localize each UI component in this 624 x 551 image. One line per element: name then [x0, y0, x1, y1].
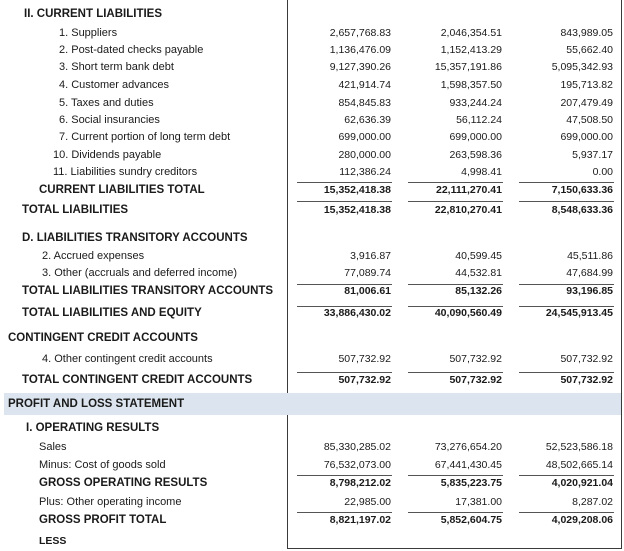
table-row [0, 456, 624, 474]
value-col1: 9,127,390.26 [329, 61, 391, 73]
value-col1: 854,845.83 [338, 97, 391, 109]
transitory-heading-row [0, 229, 624, 247]
row-label: LESS [39, 535, 67, 547]
value-col1: 15,352,418.38 [323, 204, 391, 216]
value-col3: 207,479.49 [560, 97, 613, 109]
value-col3: 4,029,208.06 [551, 514, 613, 526]
table-row [0, 41, 624, 59]
row-label: CURRENT LIABILITIES TOTAL [39, 184, 205, 196]
row-label: 4. Other contingent credit accounts [42, 353, 213, 365]
table-row [0, 58, 624, 76]
gross-profit-row [0, 511, 624, 529]
row-label: TOTAL CONTINGENT CREDIT ACCOUNTS [22, 374, 253, 386]
row-label: TOTAL LIABILITIES TRANSITORY ACCOUNTS [22, 285, 274, 297]
row-label: Plus: Other operating income [39, 496, 182, 508]
value-col1: 280,000.00 [338, 149, 391, 161]
value-col2: 5,852,604.75 [440, 514, 502, 526]
value-col1: 1,136,476.09 [329, 44, 391, 56]
row-label: 3. Short term bank debt [59, 61, 174, 73]
table-row [0, 94, 624, 112]
value-col2: 4,998.41 [461, 166, 502, 178]
value-col2: 933,244.24 [449, 97, 502, 109]
contingent-total-row [0, 371, 624, 389]
row-label: 3. Other (accruals and deferred income) [42, 267, 238, 279]
value-col3: 8,287.02 [572, 496, 613, 508]
value-col1: 8,798,212.02 [329, 477, 391, 489]
value-col1: 8,821,197.02 [329, 514, 391, 526]
value-col2: 1,598,357.50 [440, 79, 502, 91]
row-label: TOTAL LIABILITIES [22, 204, 129, 216]
value-col2: 17,381.00 [455, 496, 502, 508]
value-col1: 62,636.39 [344, 114, 391, 126]
current-liabilities-total-row [0, 181, 624, 199]
value-col1: 77,089.74 [344, 267, 391, 279]
row-label: 2. Accrued expenses [42, 250, 145, 262]
value-col3: 507,732.92 [560, 374, 613, 386]
value-col3: 48,502,665.14 [545, 459, 613, 471]
table-row [0, 350, 624, 368]
value-col3: 195,713.82 [560, 79, 613, 91]
value-col2: 44,532.81 [455, 267, 502, 279]
value-col2: 22,111,270.41 [436, 184, 502, 196]
row-label: Sales [39, 441, 67, 453]
value-col1: 33,886,430.02 [323, 307, 391, 319]
pnl-heading-row [0, 395, 624, 413]
section-title: D. LIABILITIES TRANSITORY ACCOUNTS [22, 232, 248, 244]
table-row [0, 493, 624, 511]
value-col3: 4,020,921.04 [551, 477, 613, 489]
row-label: 7. Current portion of long term debt [59, 131, 231, 143]
value-col2: 507,732.92 [449, 353, 502, 365]
value-col1: 112,386.24 [339, 166, 391, 178]
value-col2: 40,599.45 [455, 250, 502, 262]
value-col3: 5,095,342.93 [551, 61, 613, 73]
value-col1: 421,914.74 [338, 79, 391, 91]
total-liabilities-equity-row [0, 304, 624, 322]
table-row [0, 438, 624, 456]
operating-results-heading-row [0, 419, 624, 437]
table-row [0, 24, 624, 42]
row-label: 4. Customer advances [59, 79, 170, 91]
section-title: CONTINGENT CREDIT ACCOUNTS [8, 332, 198, 344]
section-title: PROFIT AND LOSS STATEMENT [8, 398, 185, 410]
current-liabilities-heading-row [0, 5, 624, 23]
value-col2: 40,090,560.49 [434, 307, 502, 319]
value-col3: 52,523,586.18 [545, 441, 613, 453]
value-col2: 56,112.24 [456, 114, 502, 126]
table-row [0, 76, 624, 94]
section-title: II. CURRENT LIABILITIES [24, 8, 162, 20]
table-row [0, 128, 624, 146]
table-row [0, 264, 624, 282]
table-row [0, 163, 624, 181]
gross-operating-row [0, 474, 624, 492]
row-label: 2. Post-dated checks payable [59, 44, 204, 56]
value-col1: 507,732.92 [338, 353, 391, 365]
value-col3: 24,545,913.45 [545, 307, 613, 319]
value-col1: 85,330,285.02 [323, 441, 391, 453]
value-col2: 1,152,413.29 [440, 44, 502, 56]
value-col2: 263,598.36 [449, 149, 502, 161]
contingent-heading-row [0, 329, 624, 347]
value-col3: 47,508.50 [566, 114, 613, 126]
value-col2: 699,000.00 [449, 131, 502, 143]
value-col2: 85,132.26 [455, 285, 502, 297]
value-col3: 699,000.00 [560, 131, 613, 143]
row-label: GROSS OPERATING RESULTS [39, 477, 208, 489]
value-col3: 7,150,633.36 [551, 184, 613, 196]
value-col2: 2,046,354.51 [440, 27, 502, 39]
row-label: 6. Social insurancies [59, 114, 160, 126]
total-liabilities-row [0, 201, 624, 219]
row-label: TOTAL LIABILITIES AND EQUITY [22, 307, 202, 319]
value-col2: 22,810,270.41 [434, 204, 502, 216]
value-col1: 699,000.00 [338, 131, 391, 143]
less-row [0, 532, 624, 550]
value-col3: 47,684.99 [566, 267, 613, 279]
value-col3: 8,548,633.36 [551, 204, 613, 216]
value-col3: 843,989.05 [560, 27, 613, 39]
value-col3: 93,196.85 [566, 285, 613, 297]
value-col1: 3,916.87 [350, 250, 391, 262]
value-col2: 73,276,654.20 [434, 441, 502, 453]
value-col1: 507,732.92 [338, 374, 391, 386]
row-label: GROSS PROFIT TOTAL [39, 514, 167, 526]
value-col2: 5,835,223.75 [440, 477, 502, 489]
value-col3: 5,937.17 [572, 149, 613, 161]
row-label: 11. Liabilities sundry creditors [53, 166, 198, 178]
table-row [0, 146, 624, 164]
value-col1: 76,532,073.00 [323, 459, 391, 471]
value-col3: 55,662.40 [566, 44, 613, 56]
value-col2: 507,732.92 [449, 374, 502, 386]
table-row [0, 111, 624, 129]
row-label: 5. Taxes and duties [59, 97, 154, 109]
value-col2: 15,357,191.86 [434, 61, 502, 73]
row-label: 10. Dividends payable [53, 149, 162, 161]
value-col3: 45,511.86 [567, 250, 613, 262]
section-title: I. OPERATING RESULTS [26, 422, 160, 434]
table-row [0, 247, 624, 265]
value-col2: 67,441,430.45 [434, 459, 502, 471]
row-label: Minus: Cost of goods sold [39, 459, 166, 471]
value-col3: 507,732.92 [560, 353, 613, 365]
value-col1: 22,985.00 [344, 496, 391, 508]
value-col3: 0.00 [592, 166, 613, 178]
row-label: 1. Suppliers [59, 27, 118, 39]
transitory-total-row [0, 282, 624, 300]
value-col1: 15,352,418.38 [323, 184, 391, 196]
value-col1: 2,657,768.83 [329, 27, 391, 39]
value-col1: 81,006.61 [344, 285, 391, 297]
